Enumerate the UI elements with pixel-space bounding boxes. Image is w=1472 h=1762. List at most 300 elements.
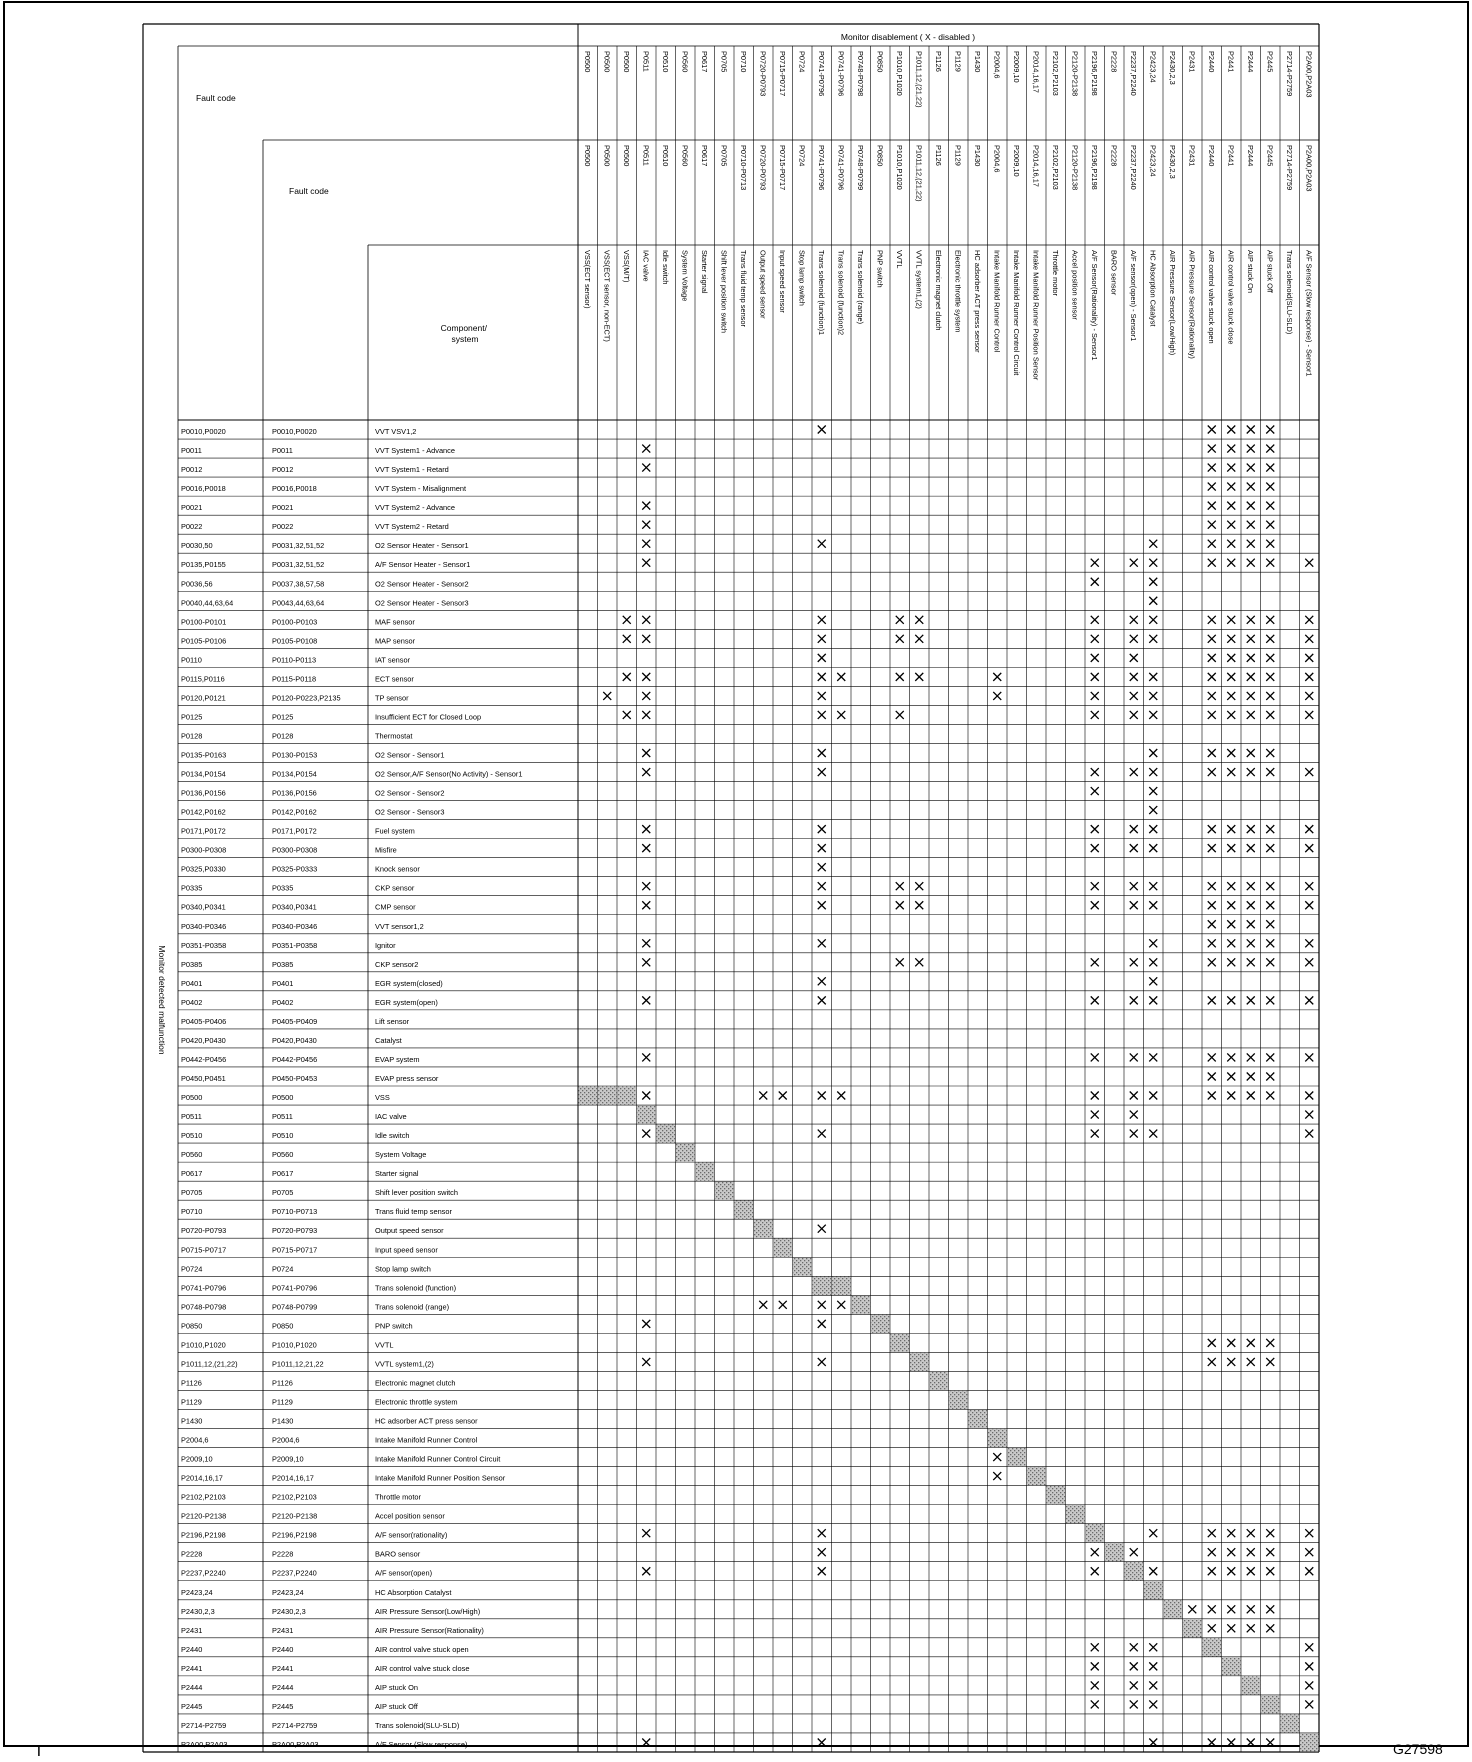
row-component: Accel position sensor: [375, 1511, 445, 1521]
disable-mark: [1208, 1358, 1216, 1366]
disable-mark: [1149, 996, 1157, 1004]
column-component: AIP stuck Off: [1265, 250, 1275, 293]
row-code-1: P0030,50: [181, 541, 213, 551]
row-component: ECT sensor: [375, 674, 414, 684]
column-code-2: P2009,10: [1011, 145, 1021, 177]
row-code-2: P0401: [272, 978, 294, 988]
figure-id: G27598: [1393, 1741, 1443, 1757]
disable-mark: [1130, 844, 1138, 852]
column-code-1: P1126: [933, 51, 943, 72]
disable-mark: [1305, 1567, 1313, 1575]
disable-mark: [1091, 1567, 1099, 1575]
disable-mark: [1149, 597, 1157, 605]
disable-mark: [1266, 616, 1274, 624]
row-component: Intake Manifold Runner Control: [375, 1435, 478, 1445]
disable-mark: [1247, 521, 1255, 529]
column-code-1: P2228: [1109, 51, 1119, 73]
disable-mark: [1208, 939, 1216, 947]
column-code-2: P1011,12,(21,22): [914, 145, 924, 202]
column-code-2: P1129: [953, 145, 963, 166]
row-code-1: P0510: [181, 1131, 203, 1141]
column-code-2: P2196,P2198: [1089, 145, 1099, 190]
shaded-cell: [851, 1296, 870, 1314]
disable-mark: [1149, 958, 1157, 966]
disable-mark: [759, 1301, 767, 1309]
shaded-cell: [988, 1429, 1007, 1447]
row-code-1: P0110: [181, 655, 202, 665]
row-component: A/F Sensor Heater - Sensor1: [375, 560, 471, 570]
row-code-2: P0171,P0172: [272, 826, 317, 836]
row-component: Electronic throttle system: [375, 1397, 458, 1407]
row-component: Trans solenoid (range): [375, 1302, 450, 1312]
row-code-1: P0134,P0154: [181, 769, 226, 779]
table-row: [181, 1182, 734, 1200]
row-code-1: P0450,P0451: [181, 1074, 226, 1083]
row-code-1: P0040,44,63,64: [181, 598, 234, 608]
row-code-2: P0012: [272, 465, 294, 475]
row-code-2: P0720-P0793: [272, 1226, 318, 1236]
row-component: VVT System2 - Advance: [375, 503, 455, 513]
disable-mark: [642, 882, 650, 890]
row-code-2: P0748-P0799: [272, 1302, 318, 1312]
row-code-2: P0617: [272, 1169, 294, 1179]
table-row: [181, 1372, 948, 1390]
row-component: Insufficient ECT for Closed Loop: [375, 712, 482, 722]
disable-mark: [642, 521, 650, 529]
column-component: A/F Sensor (Slow response) - Sensor1: [1304, 250, 1314, 377]
column-code-2: P0715-P0717: [777, 145, 787, 191]
disable-mark: [1305, 654, 1313, 662]
disable-mark: [837, 1092, 845, 1100]
table-row: [181, 1258, 812, 1276]
row-component: HC adsorber ACT press sensor: [375, 1416, 478, 1426]
row-code-1: P0617: [181, 1169, 203, 1179]
disable-mark: [1247, 1339, 1255, 1347]
column-code-2: P0850: [875, 145, 885, 167]
row-component: VVT System - Misalignment: [375, 484, 467, 494]
disable-mark: [1305, 996, 1313, 1004]
disable-mark: [1305, 882, 1313, 890]
disable-mark: [1227, 445, 1235, 453]
disable-mark: [1130, 635, 1138, 643]
row-code-2: P0031,32,51,52: [272, 541, 325, 551]
column-code-1: P2A00,P2A03: [1304, 51, 1314, 98]
disable-mark: [1091, 1111, 1099, 1119]
shaded-cell: [773, 1239, 792, 1257]
disable-mark: [1208, 1092, 1216, 1100]
disable-mark: [1227, 1605, 1235, 1613]
column-component: Trans fluid temp sensor: [738, 250, 748, 327]
disable-mark: [1266, 1605, 1274, 1613]
disable-mark: [1149, 768, 1157, 776]
disable-mark: [1208, 711, 1216, 719]
row-code-2: P0021: [272, 503, 294, 513]
disable-mark: [1305, 1053, 1313, 1061]
disable-mark: [1266, 1339, 1274, 1347]
disable-mark: [642, 673, 650, 681]
column-headers: [583, 51, 1314, 381]
disable-mark: [1305, 559, 1313, 567]
disable-mark: [837, 673, 845, 681]
table-row: [181, 483, 1274, 494]
table-row: [181, 1220, 826, 1238]
row-code-1: P0850: [181, 1321, 203, 1331]
disable-mark: [1091, 673, 1099, 681]
disable-mark: [1130, 1130, 1138, 1138]
disable-mark: [1247, 1624, 1255, 1632]
table-row: [181, 787, 1157, 798]
row-code-2: P2120-P2138: [272, 1511, 318, 1521]
row-code-2: P2431: [272, 1625, 294, 1635]
disable-mark: [993, 1453, 1001, 1461]
disable-mark: [1266, 1053, 1274, 1061]
row-code-2: P2014,16,17: [272, 1473, 314, 1483]
disable-mark: [1130, 1111, 1138, 1119]
row-component: O2 Sensor Heater - Sensor3: [375, 598, 469, 608]
row-component: VVTL system1,(2): [375, 1359, 434, 1369]
disable-mark: [818, 1092, 826, 1100]
row-component: Idle switch: [375, 1131, 410, 1141]
disable-mark: [1227, 844, 1235, 852]
disable-mark: [1208, 1339, 1216, 1347]
column-code-2: P2228: [1109, 145, 1119, 167]
row-code-1: P0405-P0406: [181, 1016, 227, 1026]
disable-mark: [1149, 635, 1157, 643]
table-row: [181, 1486, 1065, 1504]
column-component: VSS(ECT sensor, non-ECT): [602, 250, 612, 342]
row-code-1: P0442-P0456: [181, 1054, 227, 1064]
column-code-1: P1011,12,(21,22): [914, 51, 924, 108]
row-code-1: P1129: [181, 1397, 202, 1407]
table-row: [181, 1239, 792, 1257]
row-component: EVAP press sensor: [375, 1074, 439, 1083]
row-component: O2 Sensor - Sensor2: [375, 788, 445, 798]
row-component: VVT sensor1,2: [375, 921, 424, 931]
row-code-1: P2004,6: [181, 1435, 209, 1445]
disable-mark: [818, 673, 826, 681]
row-component: IAT sensor: [375, 655, 411, 665]
column-component: Intake Manifold Runner Position Sensor: [1031, 250, 1041, 381]
disable-mark: [818, 1301, 826, 1309]
shaded-cell: [715, 1182, 734, 1200]
disable-mark: [1266, 483, 1274, 491]
column-component: AIR control valve stuck open: [1206, 250, 1216, 344]
disable-mark: [818, 749, 826, 757]
header-component-line-1: Component/: [440, 323, 487, 333]
shaded-cell: [929, 1372, 948, 1390]
disable-mark: [896, 882, 904, 890]
disable-mark: [1305, 1643, 1313, 1651]
row-code-1: P0748-P0798: [181, 1302, 227, 1312]
disable-mark: [1305, 1529, 1313, 1537]
disable-mark: [642, 711, 650, 719]
row-component: EVAP system: [375, 1054, 420, 1064]
table-row: [181, 597, 1157, 608]
row-code-1: P2440: [181, 1644, 203, 1654]
disable-mark: [818, 711, 826, 719]
disable-mark: [818, 1358, 826, 1366]
column-code-1: P0617: [699, 51, 709, 73]
row-code-2: P2430,2,3: [272, 1606, 306, 1616]
row-code-1: P0340-P0346: [181, 921, 227, 931]
disable-mark: [759, 1092, 767, 1100]
disable-mark: [1266, 1358, 1274, 1366]
disable-mark: [1266, 939, 1274, 947]
shaded-cell: [734, 1201, 753, 1219]
disable-mark: [1227, 502, 1235, 510]
table-row: [181, 578, 1157, 589]
disable-mark: [1208, 882, 1216, 890]
shaded-cell: [676, 1143, 695, 1161]
disable-mark: [1130, 673, 1138, 681]
column-code-1: P0724: [797, 51, 807, 73]
disable-mark: [1227, 540, 1235, 548]
row-code-1: P2441: [181, 1663, 203, 1673]
shaded-cell: [1300, 1733, 1319, 1751]
disable-mark: [642, 1358, 650, 1366]
table-title: Monitor disablement ( X - disabled ): [840, 32, 976, 42]
disable-mark: [779, 1301, 787, 1309]
row-code-2: P1011,12,21,22: [272, 1359, 324, 1369]
disable-mark: [1130, 1681, 1138, 1689]
disable-mark: [1305, 825, 1313, 833]
disable-mark: [1149, 1681, 1157, 1689]
row-code-1: P0016,P0018: [181, 484, 226, 494]
row-code-2: P0351-P0358: [272, 940, 318, 950]
column-code-1: P0510: [660, 51, 670, 73]
disable-mark: [1130, 711, 1138, 719]
disable-mark: [1266, 768, 1274, 776]
disable-mark: [1130, 1662, 1138, 1670]
row-code-2: P0560: [272, 1150, 294, 1160]
row-component: Misfire: [375, 845, 397, 855]
disable-mark: [1247, 768, 1255, 776]
disable-mark: [1208, 521, 1216, 529]
disable-mark: [1247, 749, 1255, 757]
disable-mark: [1130, 958, 1138, 966]
shaded-cell: [1163, 1600, 1182, 1618]
row-code-1: P0511: [181, 1112, 202, 1122]
disable-mark: [1208, 1053, 1216, 1061]
column-component: Throttle motor: [1050, 250, 1060, 297]
disable-mark: [642, 996, 650, 1004]
disable-mark: [1227, 521, 1235, 529]
disable-mark: [1266, 445, 1274, 453]
column-code-1: P2009,10: [1011, 51, 1021, 83]
disable-mark: [1266, 692, 1274, 700]
disable-mark: [1266, 559, 1274, 567]
disable-mark: [1208, 1567, 1216, 1575]
row-component: CKP sensor: [375, 883, 415, 893]
disable-mark: [1247, 939, 1255, 947]
column-code-2: P0500: [582, 145, 592, 167]
disable-mark: [1208, 673, 1216, 681]
column-code-1: P0705: [719, 51, 729, 73]
row-code-1: P0724: [181, 1264, 203, 1274]
disable-mark: [818, 635, 826, 643]
disable-mark: [1149, 1053, 1157, 1061]
row-code-1: P1010,P1020: [181, 1340, 226, 1350]
disable-mark: [1091, 1681, 1099, 1689]
disable-mark: [1227, 692, 1235, 700]
table-row: [181, 1448, 1026, 1466]
column-code-2: P0500: [602, 145, 612, 167]
column-component: HC Absorption Catalyst: [1148, 250, 1158, 327]
row-code-2: P1129: [272, 1397, 293, 1407]
column-code-2: P1010,P1020: [894, 145, 904, 190]
column-component: Shift lever position switch: [719, 250, 729, 333]
row-component: AIR Pressure Sensor(Low/High): [375, 1606, 481, 1616]
column-code-2: P0724: [797, 145, 807, 167]
row-component: Intake Manifold Runner Position Sensor: [375, 1473, 506, 1483]
row-component: AIR control valve stuck open: [375, 1644, 469, 1654]
disable-mark: [1227, 939, 1235, 947]
table-row: [181, 863, 826, 874]
column-code-2: P2441: [1226, 145, 1236, 167]
column-code-2: P2430,2,3: [1167, 145, 1177, 179]
disable-mark: [1149, 882, 1157, 890]
column-code-1: P0741-P0796: [816, 51, 826, 97]
disable-mark: [1208, 1072, 1216, 1080]
shaded-cell: [1202, 1638, 1221, 1656]
disable-mark: [1149, 1130, 1157, 1138]
disable-mark: [1091, 654, 1099, 662]
row-code-2: P2440: [272, 1644, 294, 1654]
row-code-1: P0010,P0020: [181, 427, 226, 437]
row-code-2: P0300-P0308: [272, 845, 318, 855]
disable-mark: [1227, 1548, 1235, 1556]
row-code-1: P2196,P2198: [181, 1530, 226, 1540]
row-code-2: P0385: [272, 959, 294, 969]
column-code-1: P2004,6: [992, 51, 1002, 79]
disable-mark: [1266, 1567, 1274, 1575]
disable-mark: [642, 844, 650, 852]
column-component: AIR Pressure Sensor(Low/High): [1167, 250, 1177, 356]
disable-mark: [1091, 1700, 1099, 1708]
row-code-1: P0115,P0116: [181, 674, 225, 684]
column-code-2: P2445: [1265, 145, 1275, 167]
row-code-1: P2120-P2138: [181, 1511, 227, 1521]
disable-mark: [1130, 692, 1138, 700]
table-row: [181, 1467, 1046, 1485]
disable-mark: [1227, 1072, 1235, 1080]
disable-mark: [1149, 616, 1157, 624]
row-code-2: P0115-P0118: [272, 674, 317, 684]
column-code-2: P0560: [680, 145, 690, 167]
disable-mark: [1130, 1053, 1138, 1061]
disable-mark: [1266, 844, 1274, 852]
column-code-2: P2423,24: [1148, 145, 1158, 177]
disable-mark: [1305, 635, 1313, 643]
row-code-1: P0741-P0796: [181, 1283, 227, 1293]
column-component: AIR control valve stuck close: [1226, 250, 1236, 345]
table-row: [181, 1017, 410, 1026]
shaded-cell: [1183, 1619, 1202, 1637]
disable-mark: [818, 825, 826, 833]
disable-mark: [1149, 844, 1157, 852]
table-row: [181, 1391, 968, 1409]
row-code-1: P0135-P0163: [181, 750, 227, 760]
row-code-2: P2444: [272, 1682, 294, 1692]
disable-mark: [1091, 711, 1099, 719]
row-code-2: P0016,P0018: [272, 484, 317, 494]
disable-mark: [1149, 939, 1157, 947]
column-code-1: P2014,16,17: [1031, 51, 1041, 93]
disable-mark: [1208, 1548, 1216, 1556]
disable-mark: [1227, 1092, 1235, 1100]
row-component: Throttle motor: [375, 1492, 422, 1502]
shaded-cell: [832, 1277, 851, 1295]
row-code-1: P0500: [181, 1093, 203, 1103]
row-code-1: P0022: [181, 522, 203, 532]
disable-mark: [1208, 1529, 1216, 1537]
shaded-cell: [598, 1086, 617, 1104]
table-rows: [181, 426, 1319, 1752]
disable-mark: [1247, 825, 1255, 833]
row-component: CKP sensor2: [375, 959, 419, 969]
disable-mark: [1091, 996, 1099, 1004]
column-component: HC adsorber ACT press sensor: [972, 250, 982, 353]
disable-mark: [1266, 1548, 1274, 1556]
column-code-2: P0617: [699, 145, 709, 167]
column-code-2: P1126: [933, 145, 943, 166]
row-code-2: P2196,P2198: [272, 1530, 317, 1540]
column-code-1: P0710: [738, 51, 748, 73]
disable-mark: [818, 692, 826, 700]
row-code-2: P0420,P0430: [272, 1035, 317, 1045]
disable-mark: [896, 635, 904, 643]
disable-mark: [1149, 825, 1157, 833]
row-code-2: P0120-P0223,P2135: [272, 693, 341, 703]
disable-mark: [1247, 635, 1255, 643]
disable-mark: [1247, 559, 1255, 567]
column-code-1: P2237,P2240: [1128, 51, 1138, 96]
table-row: [181, 1296, 870, 1314]
row-code-2: P0705: [272, 1188, 294, 1198]
row-code-1: P2237,P2240: [181, 1568, 226, 1578]
disable-mark: [993, 692, 1001, 700]
table-row: [181, 1733, 1319, 1751]
disable-mark: [1247, 996, 1255, 1004]
column-code-2: P0710-P0713: [738, 145, 748, 191]
row-component: AIP stuck Off: [375, 1701, 418, 1711]
disable-mark: [1130, 825, 1138, 833]
row-component: System Voltage: [375, 1150, 427, 1160]
row-code-1: P0135,P0155: [181, 560, 226, 570]
row-code-1: P0402: [181, 997, 203, 1007]
disable-mark: [1091, 1053, 1099, 1061]
disable-mark: [1266, 464, 1274, 472]
row-component: Input speed sensor: [375, 1245, 438, 1255]
disable-mark: [1247, 616, 1255, 624]
disable-mark: [1305, 616, 1313, 624]
disable-mark: [1247, 920, 1255, 928]
disable-mark: [915, 635, 923, 643]
disable-mark: [1266, 1529, 1274, 1537]
disable-mark: [1305, 1130, 1313, 1138]
disable-mark: [1247, 1092, 1255, 1100]
row-code-2: P0037,38,57,58: [272, 579, 325, 589]
disable-mark: [1208, 559, 1216, 567]
column-code-2: P0510: [660, 145, 670, 167]
disable-mark: [818, 616, 826, 624]
column-component: Output speed sensor: [758, 250, 768, 319]
row-code-2: P2A00,P2A03: [272, 1740, 319, 1749]
shaded-cell: [637, 1105, 656, 1123]
disable-mark: [1247, 1548, 1255, 1556]
row-code-1: P2430,2,3: [181, 1606, 215, 1616]
column-code-1: P0500: [582, 51, 592, 73]
